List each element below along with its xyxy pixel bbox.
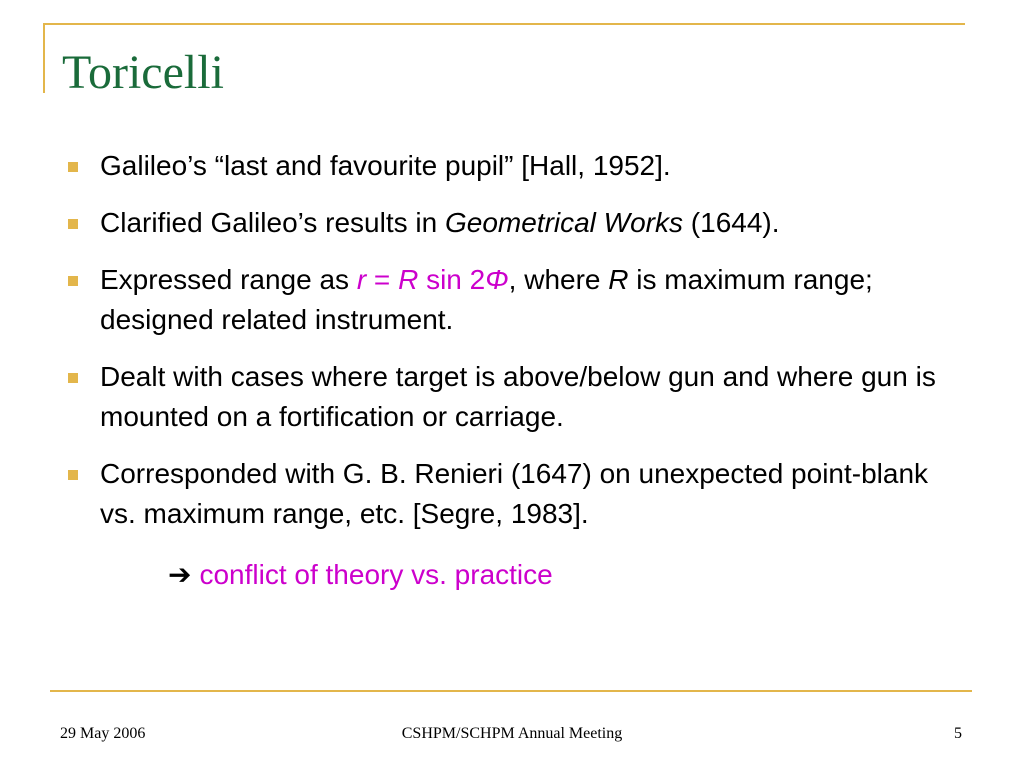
- footer-event: CSHPM/SCHPM Annual Meeting: [401, 725, 623, 742]
- left-rule: [43, 23, 45, 93]
- bullet-text: , where: [508, 264, 609, 295]
- bullet-item: [62, 357, 962, 437]
- bullet-variable: R: [608, 264, 629, 295]
- bullet-list: [62, 146, 962, 534]
- bullet-text: (1644).: [683, 207, 780, 238]
- bullet-text: Expressed range as: [100, 264, 357, 295]
- top-rule: [43, 23, 965, 25]
- formula-equals: =: [366, 264, 399, 295]
- square-bullet-icon: [68, 219, 78, 229]
- square-bullet-icon: [68, 162, 78, 172]
- bullet-item: [62, 260, 962, 340]
- square-bullet-icon: [68, 470, 78, 480]
- bullet-text: Galileo’s “last and favourite pupil” [Hall, 1952].: [100, 150, 671, 181]
- right-arrow-icon: ➔: [168, 559, 192, 590]
- conclusion-line: [168, 555, 553, 595]
- conclusion-text: conflict of theory vs. practice: [199, 559, 553, 590]
- bullet-text: Clarified Galileo’s results in: [100, 207, 445, 238]
- bullet-item: [62, 203, 962, 243]
- footer-date: 29 May 2006: [60, 725, 146, 742]
- bullet-italic-title: Geometrical Works: [444, 207, 684, 238]
- footer-rule: [50, 690, 972, 692]
- formula-phi: Φ: [485, 264, 509, 295]
- square-bullet-icon: [68, 276, 78, 286]
- bullet-item: [62, 146, 962, 186]
- bullet-text: Corresponded with G. B. Renieri (1647) on unexpected point-blank vs. maximum range, etc. [Segre, 1983].: [100, 458, 929, 529]
- formula-sin: sin 2: [418, 264, 486, 295]
- slide-title: Toricelli: [62, 46, 224, 99]
- formula-R: R: [398, 264, 419, 295]
- square-bullet-icon: [68, 373, 78, 383]
- formula-r: r: [356, 264, 367, 295]
- page-number: 5: [954, 725, 962, 742]
- range-formula: [357, 264, 509, 295]
- bullet-text: Dealt with cases where target is above/below gun and where gun is mounted on a fortification or carriage.: [100, 361, 936, 432]
- bullet-text: is maximum range; designed related instrument.: [100, 264, 873, 335]
- bullet-item: [62, 454, 962, 534]
